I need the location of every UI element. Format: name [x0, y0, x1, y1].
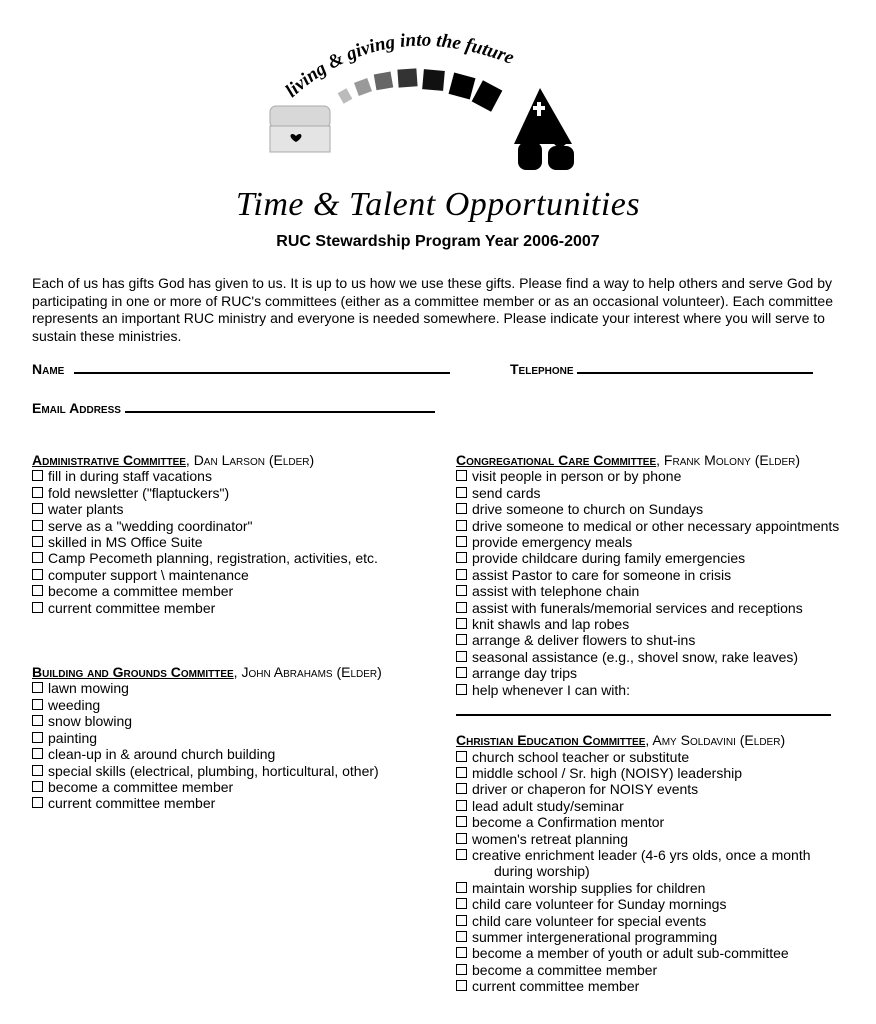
checkbox[interactable] — [456, 536, 467, 547]
checkbox[interactable] — [456, 800, 467, 811]
checkbox[interactable] — [456, 520, 467, 531]
checkbox[interactable] — [32, 487, 43, 498]
item-continuation: during worship) — [494, 863, 590, 880]
checkbox-item[interactable]: arrange day trips — [456, 665, 836, 681]
checkbox-item[interactable]: snow blowing — [32, 713, 432, 729]
checkbox-item[interactable]: computer support \ maintenance — [32, 567, 432, 583]
checkbox[interactable] — [456, 783, 467, 794]
checkbox-item[interactable]: fill in during staff vacations — [32, 468, 432, 484]
checkbox[interactable] — [456, 849, 467, 860]
checkbox[interactable] — [456, 980, 467, 991]
name-label: Name — [32, 361, 65, 377]
admin-committee-heading: Administrative Committee, Dan Larson (Elder) — [32, 452, 315, 468]
telephone-label: Telephone — [510, 361, 574, 377]
checkbox-item[interactable]: driver or chaperon for NOISY events — [456, 781, 836, 797]
right-column — [456, 452, 840, 995]
checkbox-item[interactable]: child care volunteer for special events — [456, 913, 836, 929]
checkbox-item[interactable]: child care volunteer for Sunday mornings — [456, 896, 836, 912]
checkbox[interactable] — [456, 684, 467, 695]
checkbox[interactable] — [32, 536, 43, 547]
checkbox-item[interactable]: lawn mowing — [32, 680, 432, 696]
checkbox[interactable] — [32, 781, 43, 792]
checkbox[interactable] — [32, 520, 43, 531]
checkbox[interactable] — [456, 964, 467, 975]
checkbox[interactable] — [456, 833, 467, 844]
checkbox[interactable] — [456, 602, 467, 613]
checkbox-item[interactable]: become a committee member — [32, 583, 432, 599]
checkbox[interactable] — [32, 470, 43, 481]
checkbox[interactable] — [456, 569, 467, 580]
checkbox-item[interactable]: women's retreat planning — [456, 831, 836, 847]
checkbox-item[interactable]: help whenever I can with: — [456, 682, 836, 698]
checkbox-item[interactable]: church school teacher or substitute — [456, 749, 836, 765]
logo-arc-blocks — [338, 68, 503, 111]
checkbox[interactable] — [32, 765, 43, 776]
left-column — [32, 452, 432, 812]
checkbox[interactable] — [456, 585, 467, 596]
checkbox[interactable] — [32, 715, 43, 726]
checkbox-item[interactable]: painting — [32, 730, 432, 746]
checkbox-item[interactable]: serve as a "wedding coordinator" — [32, 518, 432, 534]
email-label: Email Address — [32, 400, 121, 416]
checkbox[interactable] — [456, 487, 467, 498]
checkbox[interactable] — [32, 797, 43, 808]
education-committee-heading: Christian Education Committee, Amy Soldavini (Elder) — [456, 732, 786, 749]
checkbox-item[interactable]: current committee member — [32, 795, 432, 811]
checkbox[interactable] — [32, 503, 43, 514]
admin-committee-list — [32, 468, 432, 616]
checkbox-item[interactable]: summer intergenerational programming — [456, 929, 836, 945]
checkbox[interactable] — [32, 552, 43, 563]
checkbox[interactable] — [32, 585, 43, 596]
checkbox-item[interactable]: water plants — [32, 501, 432, 517]
checkbox[interactable] — [32, 732, 43, 743]
checkbox-item[interactable]: weeding — [32, 697, 432, 713]
checkbox[interactable] — [32, 569, 43, 580]
checkbox-item[interactable]: current committee member — [456, 978, 836, 994]
checkbox[interactable] — [456, 470, 467, 481]
care-committee-heading: Congregational Care Committee, Frank Molony (Elder) — [456, 452, 801, 468]
checkbox-item[interactable]: current committee member — [32, 600, 432, 616]
checkbox-item[interactable]: middle school / Sr. high (NOISY) leadership — [456, 765, 836, 781]
checkbox[interactable] — [456, 503, 467, 514]
telephone-line[interactable] — [577, 360, 813, 374]
checkbox-item[interactable]: arrange & deliver flowers to shut-ins — [456, 632, 836, 648]
checkbox[interactable] — [32, 602, 43, 613]
checkbox-item[interactable]: lead adult study/seminar — [456, 798, 836, 814]
checkbox[interactable] — [456, 931, 467, 942]
checkbox-item[interactable]: assist Pastor to care for someone in crisis — [456, 567, 836, 583]
education-committee-list — [456, 749, 836, 995]
checkbox[interactable] — [456, 618, 467, 629]
telephone-field[interactable] — [510, 360, 813, 377]
checkbox-item[interactable]: skilled in MS Office Suite — [32, 534, 432, 550]
checkbox[interactable] — [456, 634, 467, 645]
email-field[interactable] — [32, 399, 435, 416]
building-committee-heading: Building and Grounds Committee, John Abrahams (Elder) — [32, 664, 382, 681]
checkbox[interactable] — [32, 699, 43, 710]
checkbox-item[interactable]: special skills (electrical, plumbing, horticultural, other) — [32, 763, 432, 779]
checkbox-item[interactable]: become a committee member — [456, 962, 836, 978]
name-field[interactable] — [32, 360, 450, 377]
checkbox[interactable] — [32, 682, 43, 693]
intro-paragraph: Each of us has gifts God has given to us. It is up to us how we use these gifts. Please find a way to help others and serve God by participating in one or more of RUC's committees (either as a committee member or as an occasional volunteer). Each committee represents an important RUC ministry and everyone is needed somewhere. Please indicate your interest where you will serve to sustain these ministries. — [32, 275, 834, 344]
logo-tagline: living & giving into the future — [281, 29, 517, 102]
checkbox[interactable] — [456, 767, 467, 778]
checkbox-item[interactable]: fold newsletter ("flaptuckers") — [32, 485, 432, 501]
checkbox-item[interactable]: become a committee member — [32, 779, 432, 795]
checkbox-item[interactable]: seasonal assistance (e.g., shovel snow, rake leaves) — [456, 649, 836, 665]
page-subtitle: RUC Stewardship Program Year 2006-2007 — [276, 233, 600, 250]
checkbox[interactable] — [456, 651, 467, 662]
checkbox-item[interactable]: drive someone to medical or other necessary appointments — [456, 518, 836, 534]
checkbox-item[interactable]: knit shawls and lap robes — [456, 616, 836, 632]
email-line[interactable] — [125, 399, 435, 413]
checkbox-item[interactable]: maintain worship supplies for children — [456, 880, 836, 896]
checkbox-item[interactable]: drive someone to church on Sundays — [456, 501, 836, 517]
checkbox-item[interactable]: become a member of youth or adult sub-committee — [456, 945, 836, 961]
checkbox-item[interactable]: provide childcare during family emergencies — [456, 550, 836, 566]
checkbox-item[interactable]: assist with telephone chain — [456, 583, 836, 599]
checkbox[interactable] — [456, 915, 467, 926]
checkbox-item[interactable]: become a Confirmation mentor — [456, 814, 836, 830]
checkbox-item[interactable]: send cards — [456, 485, 836, 501]
checkbox[interactable] — [456, 898, 467, 909]
stewardship-logo — [262, 18, 602, 180]
checkbox[interactable] — [456, 947, 467, 958]
checkbox[interactable] — [456, 816, 467, 827]
treasure-chest-icon — [270, 106, 330, 152]
page-title: Time & Talent Opportunities — [235, 186, 641, 223]
checkbox[interactable] — [456, 882, 467, 893]
write-in-line[interactable] — [456, 698, 831, 716]
checkbox[interactable] — [456, 667, 467, 678]
checkbox[interactable] — [456, 552, 467, 563]
checkbox-item[interactable]: provide emergency meals — [456, 534, 836, 550]
care-committee-list — [456, 468, 840, 698]
name-line[interactable] — [74, 360, 450, 374]
checkbox-item[interactable]: clean-up in & around church building — [32, 746, 432, 762]
checkbox-item[interactable]: Camp Pecometh planning, registration, activities, etc. — [32, 550, 432, 566]
checkbox[interactable] — [456, 751, 467, 762]
checkbox-item[interactable]: assist with funerals/memorial services and receptions — [456, 600, 836, 616]
checkbox-item[interactable]: visit people in person or by phone — [456, 468, 836, 484]
checkbox[interactable] — [32, 748, 43, 759]
building-committee-list — [32, 680, 432, 811]
checkbox-item[interactable]: creative enrichment leader (4-6 yrs olds, once a month — [456, 847, 836, 863]
